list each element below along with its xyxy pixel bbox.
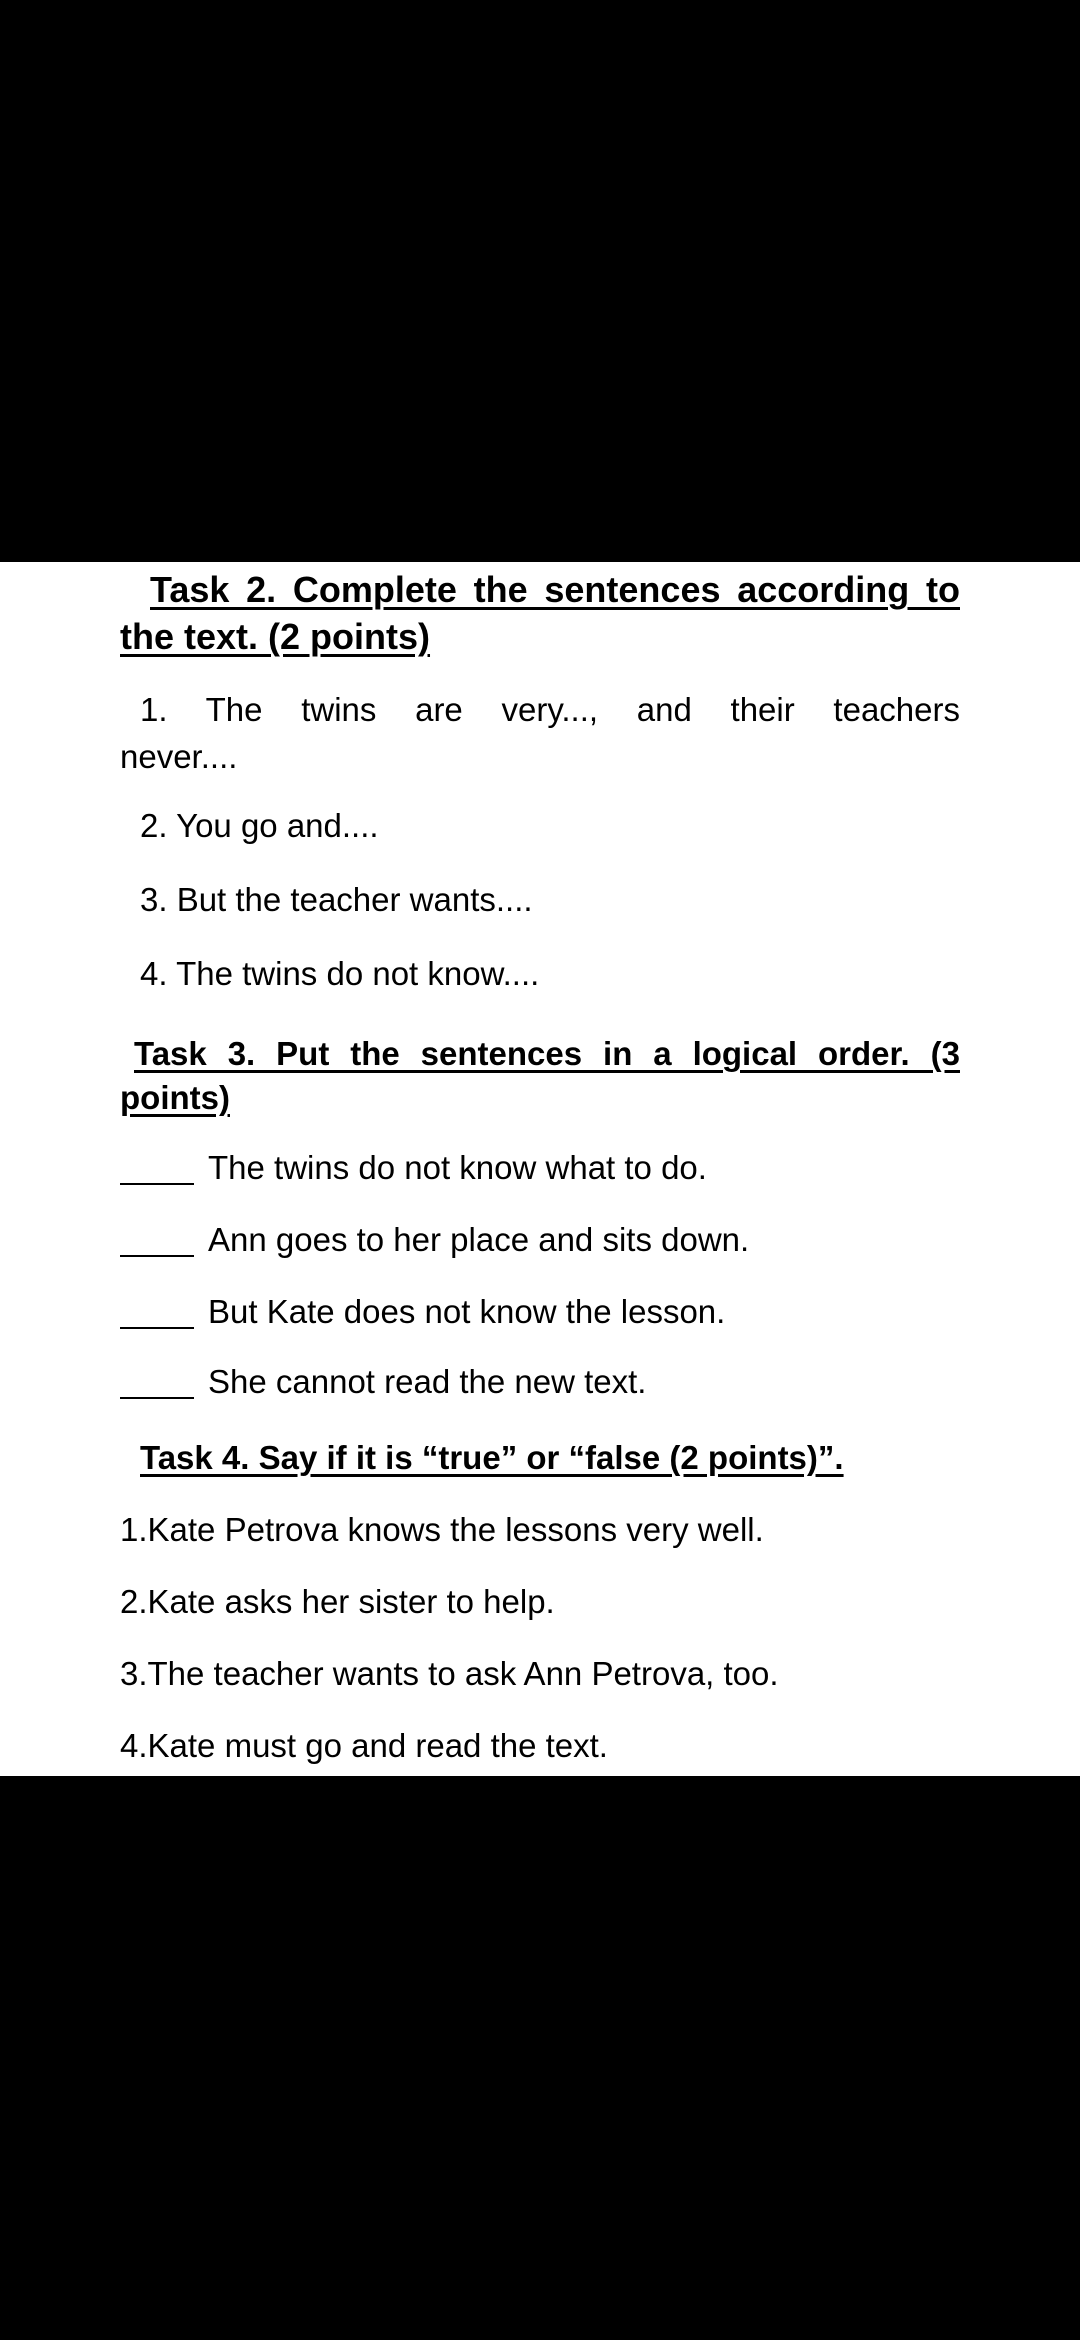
task4-item-1: 1.Kate Petrova knows the lessons very well. <box>120 1511 764 1548</box>
task3-item-4 <box>120 1362 646 1402</box>
task3-item-2 <box>120 1220 749 1260</box>
task2-item-4: 4. The twins do not know.... <box>140 955 540 992</box>
task3-item-3 <box>120 1292 725 1332</box>
task2-item-1 <box>120 686 960 780</box>
task2-heading-line2: the text. (2 points) <box>120 616 431 657</box>
task3-item-2-text: Ann goes to her place and sits down. <box>208 1221 750 1258</box>
task2-item-3: 3. But the teacher wants.... <box>140 881 533 918</box>
task2-heading <box>120 566 960 660</box>
answer-blank[interactable] <box>120 1155 194 1185</box>
answer-blank[interactable] <box>120 1227 194 1257</box>
task2-heading-line1: Task 2. Complete the sentences according to <box>150 569 960 610</box>
worksheet-page <box>0 562 1080 1776</box>
task3-item-1-text: The twins do not know what to do. <box>208 1149 707 1186</box>
task4-heading-text: Task 4. Say if it is “true” or “false (2 points)”. <box>140 1439 844 1476</box>
task2-item-1-line2: never.... <box>120 738 238 775</box>
task3-item-3-text: But Kate does not know the lesson. <box>208 1293 726 1330</box>
answer-blank[interactable] <box>120 1369 194 1399</box>
task4-item-2: 2.Kate asks her sister to help. <box>120 1583 555 1620</box>
task2-item-1-line1: 1. The twins are very..., and their teachers <box>140 691 960 728</box>
task3-heading-line1: Task 3. Put the sentences in a logical order. (3 <box>134 1035 960 1072</box>
task3-item-4-text: She cannot read the new text. <box>208 1363 647 1400</box>
task3-heading <box>120 1032 960 1120</box>
answer-blank[interactable] <box>120 1299 194 1329</box>
task4-heading <box>128 1436 844 1480</box>
task4-item-4: 4.Kate must go and read the text. <box>120 1727 608 1764</box>
task3-item-1 <box>120 1148 707 1188</box>
task4-item-3: 3.The teacher wants to ask Ann Petrova, too. <box>120 1655 779 1692</box>
task2-item-2: 2. You go and.... <box>140 807 379 844</box>
task3-heading-line2: points) <box>120 1079 230 1116</box>
